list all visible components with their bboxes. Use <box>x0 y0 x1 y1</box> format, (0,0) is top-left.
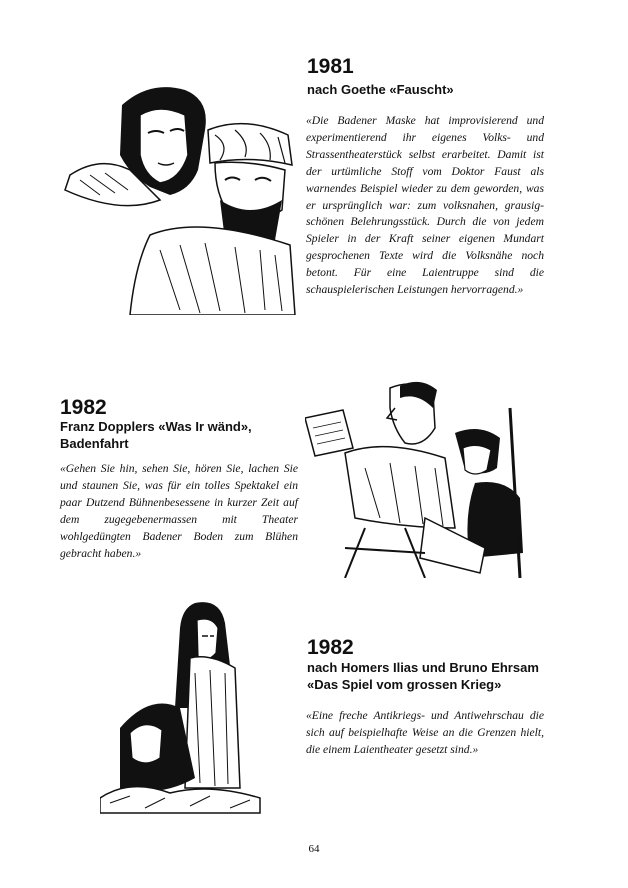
page-number: 64 <box>308 843 320 855</box>
entry-3-title: nach Homers Ilias und Bruno Ehrsam «Das Spiel vom grossen Krieg» <box>307 660 539 692</box>
entry-3-year: 1982 <box>307 636 354 659</box>
entry-1-quote: «Die Badener Maske hat improvisierend und experimentierend ihr eigenes Volks- und Strassentheaterstück selbst erarbeitet. Damit ist der urtümliche Stoff vom Doktor Faust als warnendes Beispiel wieder zu dem geworden, was er ursprünglich war: zum volksnahen, grausig-schönen Belehrungsstück. Durch die von jedem Spieler in der Kraft seiner eigenen Mundart gesprochenen Texte wird die Volksnähe noch betont. Für eine Laientruppe sind die schauspielerischen Leistungen hervorragend.» <box>306 114 544 297</box>
entry-3-quote: «Eine freche Antikriegs- und Antiwehrschau die sich auf beispielhafte Weise an die Grenzen hielt, die einem Laientheater gesetzt sind.» <box>306 709 544 756</box>
entry-1-title: nach Goethe «Fauscht» <box>307 82 454 97</box>
entry-2-year: 1982 <box>60 396 107 419</box>
entry-2-illustration <box>305 378 545 578</box>
entry-2-title: Franz Dopplers «Was Ir wänd», Badenfahrt <box>60 419 252 451</box>
entry-2-quote: «Gehen Sie hin, sehen Sie, hören Sie, lachen Sie und staunen Sie, was für ein tolles Spektakel ein paar Dutzend Bühnenbesessene in kurzer Zeit auf dem zugegebenermassen mit Theater wohlgedüngten Badener Boden zum Blühen gebracht haben.» <box>60 462 298 560</box>
entry-1-illustration <box>60 75 300 315</box>
entry-3-illustration <box>100 598 280 823</box>
entry-1-year: 1981 <box>307 55 354 78</box>
